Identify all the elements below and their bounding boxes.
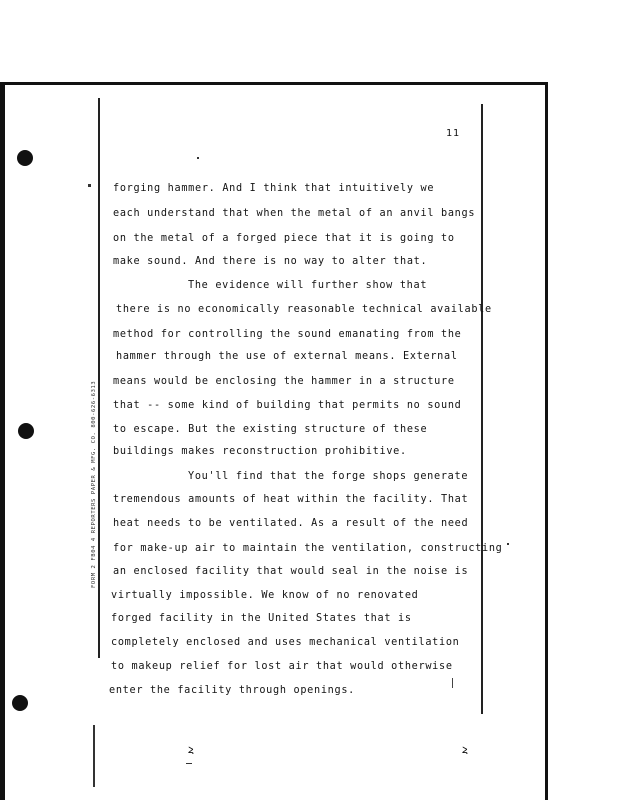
text-line: method for controlling the sound emanating from the — [113, 329, 462, 340]
text-line: enter the facility through openings. — [109, 685, 356, 696]
scan-top-edge — [0, 82, 548, 85]
text-line: completely enclosed and uses mechanical ventilation — [111, 637, 460, 648]
text-line: there is no economically reasonable technical available — [116, 304, 492, 315]
punch-hole-middle — [18, 423, 34, 439]
text-line: on the metal of a forged piece that it is going to — [113, 233, 455, 244]
scan-left-edge — [0, 82, 5, 800]
margin-speck — [507, 543, 509, 545]
margin-speck — [197, 157, 199, 159]
text-line: an enclosed facility that would seal in the noise is — [113, 566, 469, 577]
left-margin-rule-lower — [93, 725, 95, 787]
text-line: for make-up air to maintain the ventilation, constructing — [113, 543, 503, 554]
margin-speck — [186, 763, 192, 764]
scan-right-edge — [545, 82, 548, 800]
text-line: The evidence will further show that — [188, 280, 428, 291]
paper-vendor-stamp: FORM 2 FB04 4 REPORTERS PAPER & MFG. CO. 800-626-6313 — [91, 380, 97, 588]
text-line: virtually impossible. We know of no renovated — [111, 590, 419, 601]
scan-mark-left: ⲹ — [188, 742, 194, 756]
text-line: forging hammer. And I think that intuitively we — [113, 183, 435, 194]
left-margin-rule — [98, 98, 100, 658]
text-line: to makeup relief for lost air that would otherwise — [111, 661, 453, 672]
text-line: make sound. And there is no way to alter that. — [113, 256, 428, 267]
text-line: hammer through the use of external means. External — [116, 351, 458, 362]
text-line: means would be enclosing the hammer in a structure — [113, 376, 455, 387]
text-line: You'll find that the forge shops generate — [188, 471, 469, 482]
punch-hole-bottom — [12, 695, 28, 711]
text-line: to escape. But the existing structure of these — [113, 424, 428, 435]
scan-mark-right: ⲹ — [462, 742, 468, 756]
punch-hole-top — [17, 150, 33, 166]
text-line: that -- some kind of building that permits no sound — [113, 400, 462, 411]
right-margin-rule — [481, 104, 483, 714]
right-margin-mark — [452, 678, 453, 688]
page-number: 11 — [446, 128, 461, 139]
margin-speck — [88, 184, 91, 187]
text-line: forged facility in the United States that is — [111, 613, 412, 624]
text-line: buildings makes reconstruction prohibitive. — [113, 446, 407, 457]
text-line: heat needs to be ventilated. As a result of the need — [113, 518, 469, 529]
text-line: each understand that when the metal of an anvil bangs — [113, 208, 476, 219]
text-line: tremendous amounts of heat within the facility. That — [113, 494, 469, 505]
